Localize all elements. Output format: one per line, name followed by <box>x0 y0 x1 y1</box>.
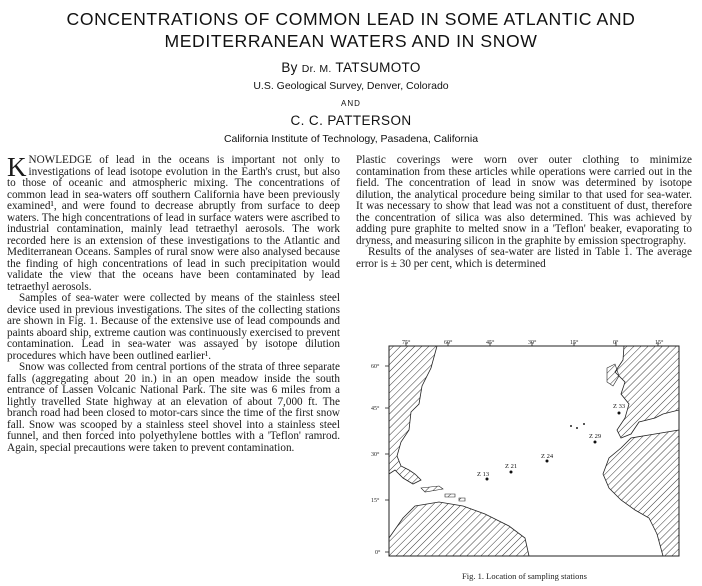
lat-label: 60° <box>371 364 380 370</box>
title-line-2: MEDITERRANEAN WATERS AND IN SNOW <box>164 31 538 51</box>
author-1 <box>0 60 702 75</box>
station-marker <box>594 441 597 444</box>
island-dot <box>570 425 572 427</box>
right-column <box>356 155 692 270</box>
station-label: Z 33 <box>613 403 626 410</box>
lon-label: 60° <box>444 340 453 346</box>
paper-title <box>0 8 702 52</box>
left-column <box>7 152 340 454</box>
lat-label: 30° <box>371 452 380 458</box>
sampling-map <box>359 338 690 570</box>
paragraph-3: Snow was collected from central portions of the strata of three separate falls (aggregating about 20 in.) in an open meadow inside the south entrance of Lassen Volcanic National Park. The site was 6 miles from a lightly travelled State highway at an elevation of about 7,000 ft. The branch road had been closed to motor-cars since the time of the first snow fall. Snow was scooped by a stainless steel shovel into a stainless steel funnel, and then forced into polyethylene bottles with a 'Teflon' ramrod. Again, special precautions were taken to prevent contamination. <box>7 361 340 454</box>
lat-label: 15° <box>371 498 380 504</box>
author-2-name: C. C. PATTERSON <box>290 113 412 128</box>
station-label: Z 21 <box>505 463 518 470</box>
station-label: Z 24 <box>541 453 554 460</box>
title-line-1: CONCENTRATIONS OF COMMON LEAD IN SOME ATLANTIC AND <box>66 9 636 29</box>
island-dot <box>583 423 585 425</box>
author-1-name: TATSUMOTO <box>335 60 421 75</box>
station-label: Z 29 <box>589 433 602 440</box>
station-label: Z 13 <box>477 471 490 478</box>
paragraph-2: Samples of sea-water were collected by means of the stainless steel device used in previous investigations. The sites of the collecting stations are shown in Fig. 1. Because of the extensive use of lead compounds and paints aboard ship, extreme caution was continuously exercised to prevent contamination. Lead in sea-water was assayed by isotope dilution procedures which have been outlined earlier¹. <box>7 292 340 362</box>
island-dot <box>576 427 578 429</box>
paragraph-1-text: NOWLEDGE of lead in the oceans is important not only to investigations of lead isotope evolution in the Earth's crust, but also to those of oceanic and atmospheric mixing. The concentrations of common lead in sea-waters off southern California have been previously examined¹, and were found to decrease abruptly from surface to deep waters. The high concentrations of lead in surface waters were ascribed to industrial contamination, mainly lead tetraethyl aerosols. The work recorded here is an extension of these investigations to the Atlantic and Mediterranean Oceans. Samples of rural snow were also analysed because the finding of high concentrations of lead in such precipitation would validate the view that the oceans have been contaminated by lead tetraethyl aerosols. <box>7 154 340 293</box>
drop-cap: K <box>7 152 27 182</box>
author-1-prefix: Dr. M. <box>301 63 332 75</box>
paragraph-5: Results of the analyses of sea-water are listed in Table 1. The average error is ± 30 per cent, which is determined <box>356 246 692 270</box>
station-marker <box>510 471 513 474</box>
lon-label: 75° <box>402 340 411 346</box>
figure-map <box>359 338 690 570</box>
and-separator: AND <box>341 99 361 108</box>
by-word: By <box>281 60 298 75</box>
lat-label: 0° <box>375 550 381 556</box>
author-2-affiliation: California Institute of Technology, Pasadena, California <box>223 133 479 145</box>
paragraph-1 <box>7 152 340 293</box>
station-marker <box>618 412 621 415</box>
author-1-affiliation: U.S. Geological Survey, Denver, Colorado <box>253 80 449 92</box>
figure-caption: Fig. 1. Location of sampling stations <box>462 571 587 581</box>
lon-label: 15° <box>570 340 579 346</box>
lon-label: 0° <box>613 340 619 346</box>
lat-label: 45° <box>371 406 380 412</box>
paragraph-4: Plastic coverings were worn over outer clothing to minimize contamination from these articles while operations were carried out in the field. The concentration of lead in snow was determined by isotope dilution, the analytical procedure being similar to that used for sea-water. It was necessary to show that lead was not a constituent of dust, therefore the concentration of silica was also determined. This was achieved by adding pure graphite to melted snow in a 'Teflon' beaker, evaporating to dryness, and measuring silicon in the graphite by emission spectrography. <box>356 154 692 247</box>
lon-label: 45° <box>486 340 495 346</box>
lon-label: 30° <box>528 340 537 346</box>
lon-label: 15° <box>655 340 664 346</box>
